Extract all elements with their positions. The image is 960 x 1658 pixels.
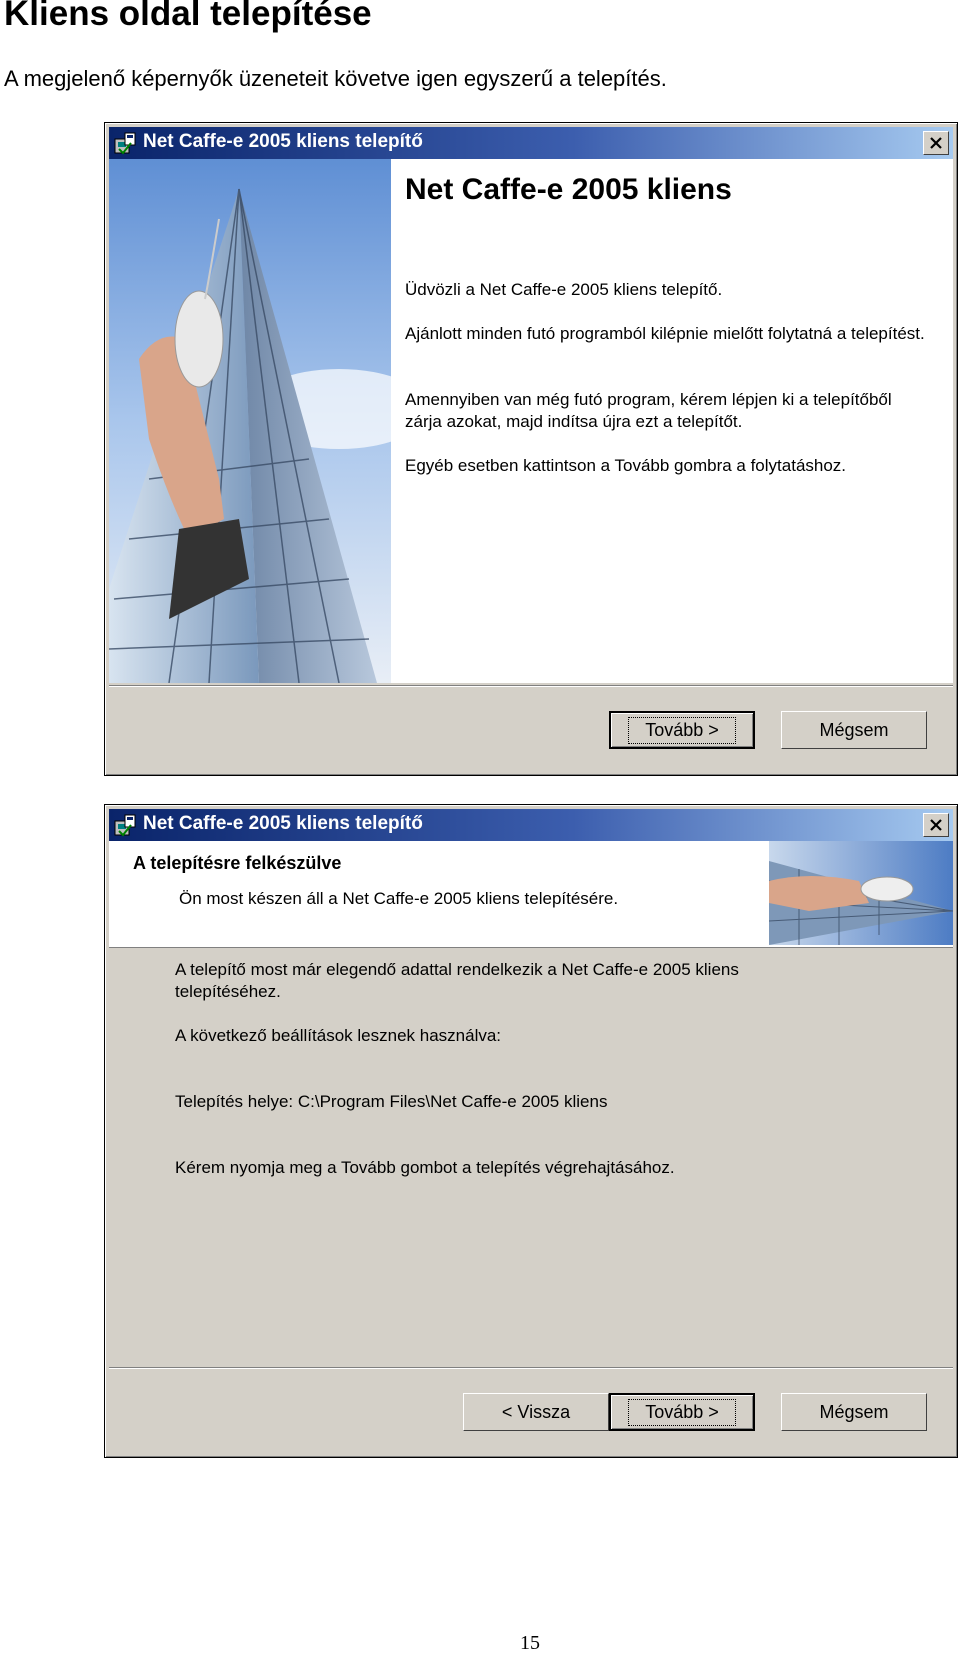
welcome-text: Amennyiben van még futó program, kérem lépjen ki a telepítőből zárja azokat, majd indítsa újra ezt a telepítőt. [405, 390, 892, 431]
welcome-text: Egyéb esetben kattintson a Tovább gombra a folytatáshoz. [405, 456, 847, 475]
welcome-close-button[interactable] [923, 131, 949, 155]
welcome-text: Ajánlott minden futó programból kilépnie mielőtt folytatná a telepítést. [405, 324, 925, 343]
ready-header-title: A telepítésre felkészülve [133, 853, 342, 873]
ready-window-title: Net Caffe-e 2005 kliens telepítő [143, 813, 423, 834]
ready-header-subtitle: Ön most készen áll a Net Caffe-e 2005 kliens telepítésére. [179, 889, 619, 908]
footer-separator [109, 685, 953, 687]
installer-icon [113, 131, 137, 155]
ready-titlebar[interactable] [109, 809, 953, 841]
back-button-label: < Vissza [501, 1401, 571, 1422]
ready-dialog [104, 804, 958, 1458]
next-button-label: Tovább > [628, 1399, 736, 1426]
welcome-text: Üdvözli a Net Caffe-e 2005 kliens telepítő. [405, 280, 723, 299]
document-intro: A megjelenő képernyők üzeneteit követve igen egyszerű a telepítés. [4, 66, 667, 91]
skyscraper-hand-image [109, 159, 391, 683]
cancel-button[interactable] [781, 711, 927, 749]
ready-close-button[interactable] [923, 813, 949, 837]
close-icon [930, 137, 942, 149]
next-button[interactable] [609, 1393, 755, 1431]
ready-header-panel [109, 841, 953, 948]
cancel-button[interactable] [781, 1393, 927, 1431]
welcome-content-panel [391, 159, 953, 683]
ready-text: A telepítő most már elegendő adattal rendelkezik a Net Caffe-e 2005 kliens telepítéséhez. [175, 960, 739, 1001]
cancel-button-label: Mégsem [819, 719, 889, 740]
welcome-titlebar[interactable] [109, 127, 953, 159]
welcome-heading: Net Caffe-e 2005 kliens [405, 173, 732, 206]
install-location-text: Telepítés helye: C:\Program Files\Net Caffe-e 2005 kliens [175, 1092, 608, 1111]
next-button[interactable] [609, 711, 755, 749]
next-button-label: Tovább > [628, 717, 736, 744]
page-number: 15 [520, 1632, 540, 1654]
back-button[interactable] [463, 1393, 609, 1431]
footer-separator [109, 1367, 953, 1369]
document-title: Kliens oldal telepítése [4, 0, 372, 33]
header-banner-image [769, 841, 953, 945]
close-icon [930, 819, 942, 831]
ready-text: Kérem nyomja meg a Tovább gombot a telepítés végrehajtásához. [175, 1158, 675, 1177]
welcome-dialog [104, 122, 958, 776]
installer-icon [113, 813, 137, 837]
cancel-button-label: Mégsem [819, 1401, 889, 1422]
ready-text: A következő beállítások lesznek használva: [175, 1026, 502, 1045]
welcome-window-title: Net Caffe-e 2005 kliens telepítő [143, 131, 423, 152]
